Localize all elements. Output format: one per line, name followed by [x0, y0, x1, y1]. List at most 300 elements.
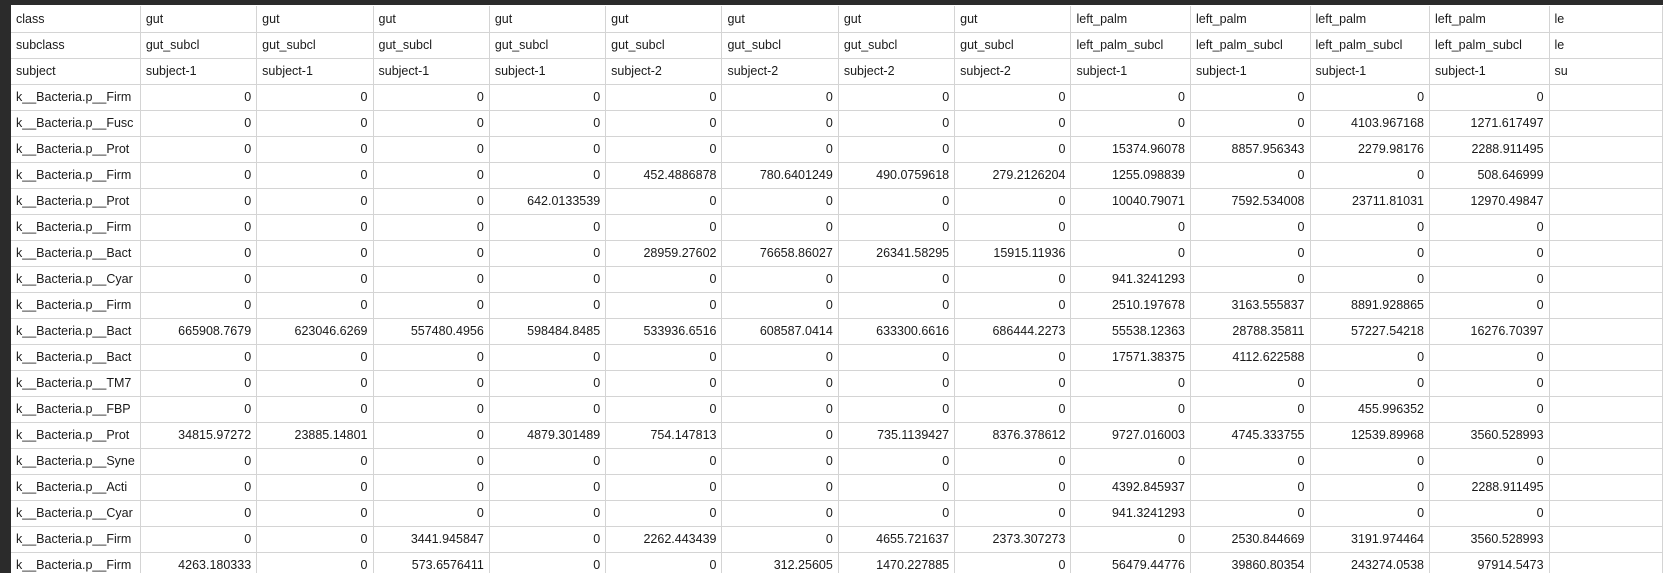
header-cell[interactable]: subject-2 [955, 58, 1071, 84]
value-cell[interactable]: 0 [722, 84, 838, 110]
value-cell[interactable]: 0 [1430, 240, 1550, 266]
value-cell[interactable]: 12539.89968 [1310, 422, 1430, 448]
value-cell[interactable]: 55538.12363 [1071, 318, 1191, 344]
taxon-cell[interactable]: k__Bacteria.p__Prot [11, 188, 140, 214]
value-cell[interactable]: 0 [955, 110, 1071, 136]
value-cell[interactable]: 3441.945847 [373, 526, 489, 552]
value-cell[interactable]: 941.3241293 [1071, 500, 1191, 526]
value-cell[interactable]: 455.996352 [1310, 396, 1430, 422]
header-cell[interactable]: subject-1 [257, 58, 373, 84]
value-cell[interactable]: 0 [955, 214, 1071, 240]
header-cell[interactable]: subject-1 [1190, 58, 1310, 84]
header-cell[interactable]: left_palm [1430, 6, 1550, 32]
header-cell[interactable]: gut_subcl [373, 32, 489, 58]
value-cell[interactable]: 0 [955, 344, 1071, 370]
value-cell[interactable]: 0 [606, 214, 722, 240]
value-cell[interactable] [1549, 370, 1662, 396]
value-cell[interactable]: 0 [373, 344, 489, 370]
value-cell[interactable]: 0 [1071, 448, 1191, 474]
value-cell[interactable]: 0 [1071, 370, 1191, 396]
value-cell[interactable] [1549, 396, 1662, 422]
value-cell[interactable]: 0 [838, 214, 954, 240]
value-cell[interactable] [1549, 162, 1662, 188]
value-cell[interactable]: 0 [373, 84, 489, 110]
value-cell[interactable]: 0 [606, 344, 722, 370]
value-cell[interactable]: 0 [722, 370, 838, 396]
value-cell[interactable]: 0 [1430, 84, 1550, 110]
value-cell[interactable]: 452.4886878 [606, 162, 722, 188]
value-cell[interactable]: 0 [1190, 396, 1310, 422]
value-cell[interactable] [1549, 422, 1662, 448]
value-cell[interactable]: 0 [257, 292, 373, 318]
value-cell[interactable]: 0 [722, 188, 838, 214]
value-cell[interactable]: 0 [1071, 214, 1191, 240]
value-cell[interactable] [1549, 136, 1662, 162]
value-cell[interactable] [1549, 84, 1662, 110]
value-cell[interactable]: 0 [1190, 84, 1310, 110]
value-cell[interactable]: 0 [140, 344, 256, 370]
value-cell[interactable]: 941.3241293 [1071, 266, 1191, 292]
taxon-cell[interactable]: k__Bacteria.p__Syne [11, 448, 140, 474]
value-cell[interactable] [1549, 188, 1662, 214]
value-cell[interactable]: 0 [257, 162, 373, 188]
header-cell[interactable]: gut_subcl [955, 32, 1071, 58]
spreadsheet-grid[interactable] [11, 6, 1663, 573]
value-cell[interactable]: 0 [373, 136, 489, 162]
header-cell[interactable]: gut_subcl [140, 32, 256, 58]
value-cell[interactable]: 0 [838, 396, 954, 422]
value-cell[interactable]: 0 [838, 370, 954, 396]
value-cell[interactable]: 0 [838, 344, 954, 370]
value-cell[interactable]: 0 [838, 110, 954, 136]
value-cell[interactable]: 0 [257, 448, 373, 474]
value-cell[interactable]: 0 [1071, 84, 1191, 110]
value-cell[interactable]: 508.646999 [1430, 162, 1550, 188]
value-cell[interactable]: 0 [1310, 240, 1430, 266]
value-cell[interactable]: 15915.11936 [955, 240, 1071, 266]
taxon-cell[interactable]: k__Bacteria.p__Bact [11, 240, 140, 266]
value-cell[interactable]: 0 [1190, 162, 1310, 188]
value-cell[interactable]: 0 [1310, 84, 1430, 110]
value-cell[interactable]: 34815.97272 [140, 422, 256, 448]
value-cell[interactable]: 0 [722, 292, 838, 318]
value-cell[interactable]: 0 [722, 500, 838, 526]
value-cell[interactable]: 0 [722, 266, 838, 292]
value-cell[interactable]: 0 [1190, 110, 1310, 136]
value-cell[interactable] [1549, 240, 1662, 266]
value-cell[interactable]: 0 [838, 266, 954, 292]
value-cell[interactable]: 623046.6269 [257, 318, 373, 344]
taxon-cell[interactable]: k__Bacteria.p__Firm [11, 552, 140, 573]
value-cell[interactable]: 0 [1071, 526, 1191, 552]
value-cell[interactable]: 0 [373, 396, 489, 422]
header-cell[interactable]: subject-1 [1310, 58, 1430, 84]
value-cell[interactable]: 0 [1190, 500, 1310, 526]
value-cell[interactable]: 0 [606, 500, 722, 526]
value-cell[interactable]: 4263.180333 [140, 552, 256, 573]
value-cell[interactable]: 0 [373, 448, 489, 474]
header-cell[interactable]: subject-2 [606, 58, 722, 84]
value-cell[interactable] [1549, 110, 1662, 136]
header-cell[interactable]: subject-1 [489, 58, 605, 84]
value-cell[interactable]: 0 [1190, 474, 1310, 500]
value-cell[interactable]: 0 [1310, 448, 1430, 474]
value-cell[interactable]: 2288.911495 [1430, 474, 1550, 500]
value-cell[interactable]: 0 [1071, 110, 1191, 136]
value-cell[interactable]: 4745.333755 [1190, 422, 1310, 448]
value-cell[interactable]: 0 [489, 552, 605, 573]
value-cell[interactable]: 0 [1430, 370, 1550, 396]
value-cell[interactable]: 0 [1190, 370, 1310, 396]
value-cell[interactable]: 0 [489, 526, 605, 552]
value-cell[interactable] [1549, 448, 1662, 474]
value-cell[interactable]: 0 [140, 266, 256, 292]
header-cell[interactable]: left_palm_subcl [1310, 32, 1430, 58]
value-cell[interactable] [1549, 214, 1662, 240]
value-cell[interactable]: 490.0759618 [838, 162, 954, 188]
value-cell[interactable] [1549, 474, 1662, 500]
value-cell[interactable]: 0 [257, 552, 373, 573]
value-cell[interactable]: 0 [722, 474, 838, 500]
value-cell[interactable]: 0 [257, 370, 373, 396]
value-cell[interactable]: 0 [838, 474, 954, 500]
value-cell[interactable]: 97914.5473 [1430, 552, 1550, 573]
value-cell[interactable]: 0 [257, 214, 373, 240]
taxon-cell[interactable]: k__Bacteria.p__Cyar [11, 266, 140, 292]
header-cell[interactable]: gut [140, 6, 256, 32]
taxon-cell[interactable]: k__Bacteria.p__Bact [11, 318, 140, 344]
value-cell[interactable]: 0 [1310, 344, 1430, 370]
value-cell[interactable]: 0 [838, 448, 954, 474]
value-cell[interactable] [1549, 526, 1662, 552]
taxon-cell[interactable]: k__Bacteria.p__Prot [11, 422, 140, 448]
value-cell[interactable]: 0 [373, 214, 489, 240]
value-cell[interactable]: 0 [1310, 266, 1430, 292]
value-cell[interactable]: 0 [955, 188, 1071, 214]
value-cell[interactable]: 0 [1310, 214, 1430, 240]
value-cell[interactable]: 279.2126204 [955, 162, 1071, 188]
value-cell[interactable]: 0 [489, 344, 605, 370]
value-cell[interactable]: 4392.845937 [1071, 474, 1191, 500]
header-cell[interactable]: left_palm [1190, 6, 1310, 32]
value-cell[interactable]: 0 [489, 396, 605, 422]
value-cell[interactable]: 0 [140, 136, 256, 162]
value-cell[interactable]: 3191.974464 [1310, 526, 1430, 552]
value-cell[interactable]: 0 [257, 84, 373, 110]
value-cell[interactable]: 0 [489, 162, 605, 188]
taxon-cell[interactable]: k__Bacteria.p__Firm [11, 162, 140, 188]
value-cell[interactable]: 665908.7679 [140, 318, 256, 344]
value-cell[interactable]: 0 [1430, 396, 1550, 422]
header-cell[interactable]: subject-2 [722, 58, 838, 84]
value-cell[interactable]: 7592.534008 [1190, 188, 1310, 214]
value-cell[interactable]: 0 [1310, 500, 1430, 526]
value-cell[interactable]: 17571.38375 [1071, 344, 1191, 370]
header-cell[interactable]: subject-1 [1430, 58, 1550, 84]
value-cell[interactable]: 0 [489, 448, 605, 474]
taxon-cell[interactable]: k__Bacteria.p__Firm [11, 526, 140, 552]
value-cell[interactable]: 8857.956343 [1190, 136, 1310, 162]
header-cell[interactable]: le [1549, 32, 1662, 58]
value-cell[interactable]: 0 [489, 474, 605, 500]
header-cell[interactable]: gut [257, 6, 373, 32]
value-cell[interactable]: 0 [838, 292, 954, 318]
header-label-cell[interactable]: subclass [11, 32, 140, 58]
value-cell[interactable]: 0 [606, 396, 722, 422]
value-cell[interactable]: 10040.79071 [1071, 188, 1191, 214]
taxon-cell[interactable]: k__Bacteria.p__Firm [11, 214, 140, 240]
value-cell[interactable]: 557480.4956 [373, 318, 489, 344]
header-cell[interactable]: gut_subcl [489, 32, 605, 58]
taxon-cell[interactable]: k__Bacteria.p__Fusc [11, 110, 140, 136]
value-cell[interactable]: 598484.8485 [489, 318, 605, 344]
value-cell[interactable]: 0 [1071, 240, 1191, 266]
value-cell[interactable]: 0 [955, 370, 1071, 396]
value-cell[interactable]: 0 [373, 188, 489, 214]
value-cell[interactable]: 0 [606, 292, 722, 318]
value-cell[interactable]: 0 [489, 500, 605, 526]
value-cell[interactable]: 0 [257, 344, 373, 370]
value-cell[interactable]: 0 [955, 84, 1071, 110]
value-cell[interactable]: 533936.6516 [606, 318, 722, 344]
value-cell[interactable]: 2279.98176 [1310, 136, 1430, 162]
value-cell[interactable]: 0 [1190, 448, 1310, 474]
value-cell[interactable]: 0 [257, 474, 373, 500]
value-cell[interactable]: 0 [955, 552, 1071, 573]
value-cell[interactable]: 0 [1310, 162, 1430, 188]
header-cell[interactable]: subject-2 [838, 58, 954, 84]
taxon-cell[interactable]: k__Bacteria.p__TM7 [11, 370, 140, 396]
value-cell[interactable]: 0 [722, 396, 838, 422]
value-cell[interactable]: 0 [373, 110, 489, 136]
value-cell[interactable]: 0 [955, 474, 1071, 500]
value-cell[interactable]: 0 [1071, 396, 1191, 422]
header-label-cell[interactable]: class [11, 6, 140, 32]
value-cell[interactable]: 0 [1430, 344, 1550, 370]
value-cell[interactable]: 23711.81031 [1310, 188, 1430, 214]
taxon-cell[interactable]: k__Bacteria.p__Bact [11, 344, 140, 370]
header-cell[interactable]: gut_subcl [722, 32, 838, 58]
value-cell[interactable]: 0 [1430, 214, 1550, 240]
value-cell[interactable]: 0 [140, 162, 256, 188]
value-cell[interactable]: 0 [955, 266, 1071, 292]
value-cell[interactable]: 57227.54218 [1310, 318, 1430, 344]
header-cell[interactable]: gut_subcl [838, 32, 954, 58]
value-cell[interactable]: 0 [489, 292, 605, 318]
value-cell[interactable]: 0 [1310, 370, 1430, 396]
value-cell[interactable]: 0 [722, 110, 838, 136]
value-cell[interactable]: 0 [373, 266, 489, 292]
value-cell[interactable]: 0 [1310, 474, 1430, 500]
value-cell[interactable]: 56479.44776 [1071, 552, 1191, 573]
value-cell[interactable]: 0 [140, 292, 256, 318]
header-label-cell[interactable]: subject [11, 58, 140, 84]
value-cell[interactable]: 312.25605 [722, 552, 838, 573]
value-cell[interactable]: 1255.098839 [1071, 162, 1191, 188]
value-cell[interactable]: 0 [489, 84, 605, 110]
value-cell[interactable]: 0 [955, 396, 1071, 422]
taxon-cell[interactable]: k__Bacteria.p__Firm [11, 84, 140, 110]
value-cell[interactable]: 4655.721637 [838, 526, 954, 552]
value-cell[interactable]: 0 [722, 526, 838, 552]
value-cell[interactable]: 0 [489, 110, 605, 136]
value-cell[interactable]: 28959.27602 [606, 240, 722, 266]
header-cell[interactable]: le [1549, 6, 1662, 32]
value-cell[interactable]: 0 [722, 344, 838, 370]
value-cell[interactable]: 0 [955, 500, 1071, 526]
taxon-cell[interactable]: k__Bacteria.p__FBP [11, 396, 140, 422]
value-cell[interactable]: 0 [606, 474, 722, 500]
value-cell[interactable]: 0 [373, 474, 489, 500]
value-cell[interactable] [1549, 266, 1662, 292]
value-cell[interactable]: 0 [257, 188, 373, 214]
value-cell[interactable]: 0 [1190, 266, 1310, 292]
value-cell[interactable]: 0 [838, 188, 954, 214]
taxon-cell[interactable]: k__Bacteria.p__Prot [11, 136, 140, 162]
value-cell[interactable]: 0 [257, 240, 373, 266]
value-cell[interactable]: 0 [606, 110, 722, 136]
value-cell[interactable] [1549, 552, 1662, 573]
header-cell[interactable]: left_palm_subcl [1071, 32, 1191, 58]
value-cell[interactable]: 0 [1430, 292, 1550, 318]
value-cell[interactable]: 0 [140, 396, 256, 422]
value-cell[interactable]: 0 [606, 552, 722, 573]
value-cell[interactable]: 0 [606, 188, 722, 214]
header-cell[interactable]: left_palm_subcl [1190, 32, 1310, 58]
header-cell[interactable]: gut_subcl [257, 32, 373, 58]
value-cell[interactable]: 0 [257, 110, 373, 136]
value-cell[interactable]: 0 [1430, 266, 1550, 292]
value-cell[interactable]: 1271.617497 [1430, 110, 1550, 136]
value-cell[interactable] [1549, 318, 1662, 344]
value-cell[interactable]: 0 [955, 292, 1071, 318]
value-cell[interactable]: 0 [838, 136, 954, 162]
value-cell[interactable]: 0 [373, 292, 489, 318]
value-cell[interactable]: 2530.844669 [1190, 526, 1310, 552]
value-cell[interactable]: 76658.86027 [722, 240, 838, 266]
header-cell[interactable]: gut [722, 6, 838, 32]
value-cell[interactable]: 0 [838, 500, 954, 526]
header-cell[interactable]: subject-1 [1071, 58, 1191, 84]
value-cell[interactable]: 15374.96078 [1071, 136, 1191, 162]
value-cell[interactable]: 9727.016003 [1071, 422, 1191, 448]
value-cell[interactable]: 2510.197678 [1071, 292, 1191, 318]
value-cell[interactable] [1549, 344, 1662, 370]
value-cell[interactable]: 0 [140, 214, 256, 240]
value-cell[interactable]: 0 [140, 526, 256, 552]
value-cell[interactable]: 754.147813 [606, 422, 722, 448]
value-cell[interactable]: 243274.0538 [1310, 552, 1430, 573]
value-cell[interactable]: 780.6401249 [722, 162, 838, 188]
header-cell[interactable]: gut [606, 6, 722, 32]
value-cell[interactable]: 0 [489, 370, 605, 396]
value-cell[interactable]: 0 [838, 84, 954, 110]
value-cell[interactable]: 0 [257, 266, 373, 292]
value-cell[interactable]: 633300.6616 [838, 318, 954, 344]
value-cell[interactable] [1549, 500, 1662, 526]
value-cell[interactable]: 0 [489, 214, 605, 240]
value-cell[interactable]: 0 [722, 136, 838, 162]
value-cell[interactable]: 0 [257, 526, 373, 552]
value-cell[interactable]: 0 [373, 240, 489, 266]
value-cell[interactable]: 608587.0414 [722, 318, 838, 344]
taxon-cell[interactable]: k__Bacteria.p__Firm [11, 292, 140, 318]
value-cell[interactable]: 3560.528993 [1430, 422, 1550, 448]
value-cell[interactable]: 0 [1190, 214, 1310, 240]
value-cell[interactable]: 12970.49847 [1430, 188, 1550, 214]
value-cell[interactable]: 0 [606, 448, 722, 474]
value-cell[interactable]: 0 [373, 162, 489, 188]
value-cell[interactable]: 0 [489, 240, 605, 266]
taxon-cell[interactable]: k__Bacteria.p__Cyar [11, 500, 140, 526]
value-cell[interactable]: 0 [1190, 240, 1310, 266]
value-cell[interactable]: 2288.911495 [1430, 136, 1550, 162]
value-cell[interactable]: 4879.301489 [489, 422, 605, 448]
header-cell[interactable]: gut [955, 6, 1071, 32]
header-cell[interactable]: left_palm [1071, 6, 1191, 32]
value-cell[interactable]: 0 [489, 266, 605, 292]
header-cell[interactable]: gut_subcl [606, 32, 722, 58]
value-cell[interactable]: 3163.555837 [1190, 292, 1310, 318]
value-cell[interactable]: 0 [955, 136, 1071, 162]
value-cell[interactable]: 0 [140, 188, 256, 214]
header-cell[interactable]: left_palm_subcl [1430, 32, 1550, 58]
value-cell[interactable]: 2373.307273 [955, 526, 1071, 552]
value-cell[interactable]: 0 [140, 500, 256, 526]
value-cell[interactable]: 0 [373, 370, 489, 396]
value-cell[interactable]: 0 [722, 422, 838, 448]
taxon-cell[interactable]: k__Bacteria.p__Acti [11, 474, 140, 500]
value-cell[interactable]: 0 [257, 136, 373, 162]
value-cell[interactable]: 1470.227885 [838, 552, 954, 573]
header-cell[interactable]: gut [489, 6, 605, 32]
value-cell[interactable]: 4112.622588 [1190, 344, 1310, 370]
value-cell[interactable]: 573.6576411 [373, 552, 489, 573]
value-cell[interactable]: 26341.58295 [838, 240, 954, 266]
value-cell[interactable]: 0 [140, 448, 256, 474]
value-cell[interactable]: 0 [1430, 448, 1550, 474]
header-cell[interactable]: gut [838, 6, 954, 32]
header-cell[interactable]: subject-1 [373, 58, 489, 84]
value-cell[interactable]: 8376.378612 [955, 422, 1071, 448]
value-cell[interactable]: 8891.928865 [1310, 292, 1430, 318]
header-cell[interactable]: left_palm [1310, 6, 1430, 32]
header-cell[interactable]: subject-1 [140, 58, 256, 84]
value-cell[interactable]: 2262.443439 [606, 526, 722, 552]
value-cell[interactable]: 0 [606, 266, 722, 292]
value-cell[interactable]: 686444.2273 [955, 318, 1071, 344]
value-cell[interactable]: 28788.35811 [1190, 318, 1310, 344]
value-cell[interactable]: 0 [257, 396, 373, 422]
value-cell[interactable]: 0 [955, 448, 1071, 474]
value-cell[interactable]: 0 [140, 474, 256, 500]
value-cell[interactable]: 4103.967168 [1310, 110, 1430, 136]
header-cell[interactable]: su [1549, 58, 1662, 84]
value-cell[interactable]: 642.0133539 [489, 188, 605, 214]
value-cell[interactable]: 0 [489, 136, 605, 162]
value-cell[interactable]: 0 [606, 84, 722, 110]
value-cell[interactable]: 0 [257, 500, 373, 526]
value-cell[interactable]: 16276.70397 [1430, 318, 1550, 344]
value-cell[interactable]: 3560.528993 [1430, 526, 1550, 552]
value-cell[interactable]: 23885.14801 [257, 422, 373, 448]
value-cell[interactable] [1549, 292, 1662, 318]
value-cell[interactable]: 0 [373, 500, 489, 526]
value-cell[interactable]: 0 [140, 110, 256, 136]
value-cell[interactable]: 0 [606, 136, 722, 162]
value-cell[interactable]: 0 [140, 84, 256, 110]
value-cell[interactable]: 0 [606, 370, 722, 396]
